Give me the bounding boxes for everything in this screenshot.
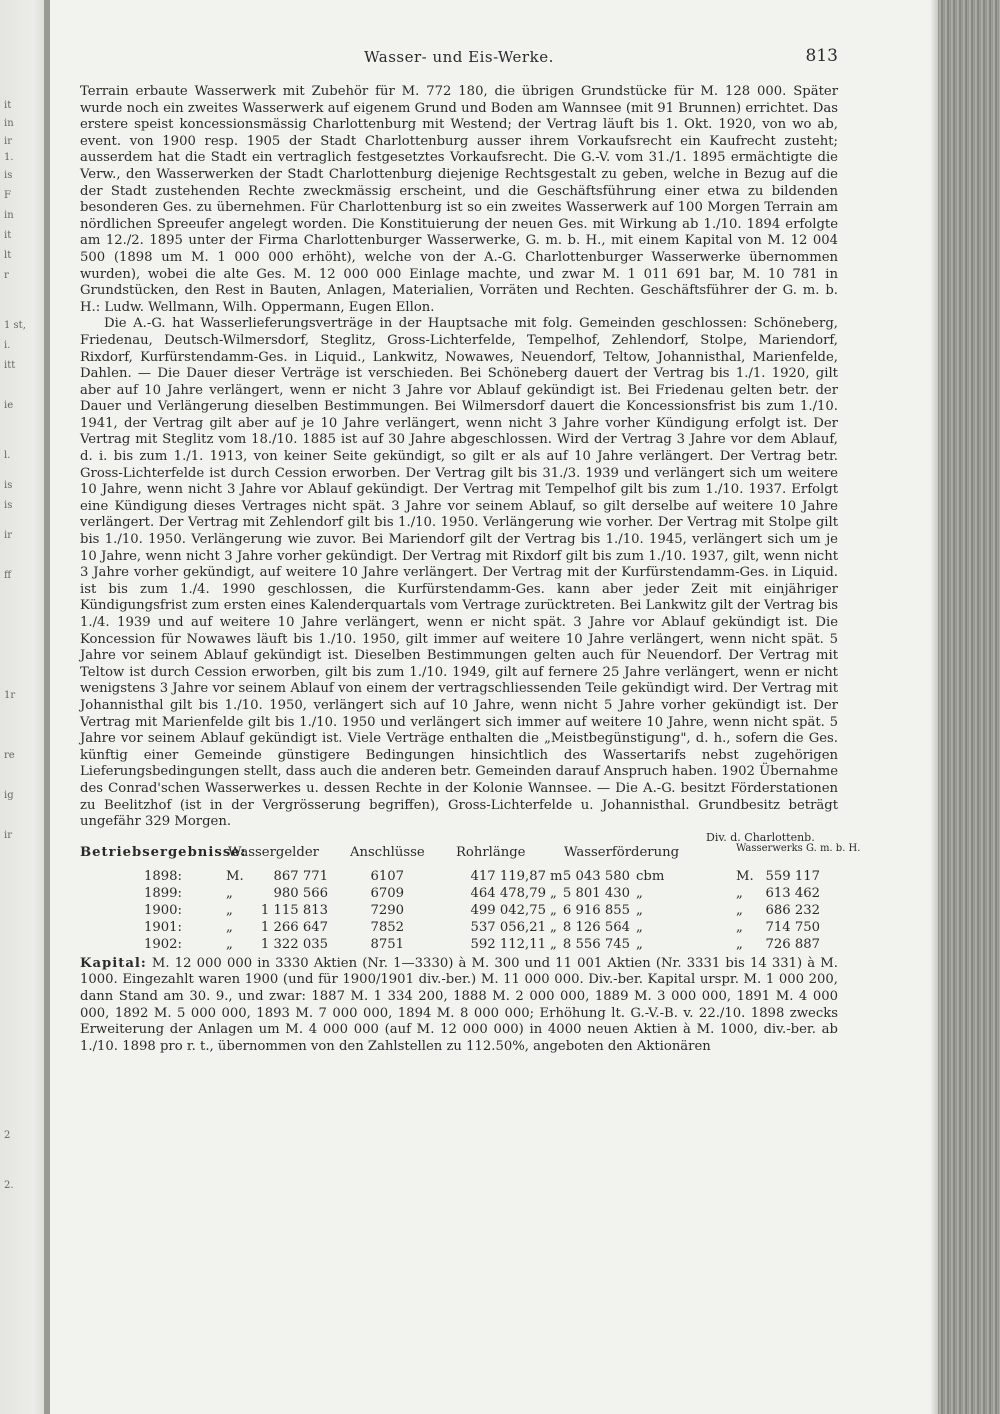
table-cell-rohrlaenge: 499 042,75 — [470, 902, 546, 918]
margin-fragment: is — [4, 500, 13, 511]
table-cell-foerd-unit: „ — [636, 936, 643, 952]
table-cell-anschluesse: 7852 — [370, 919, 404, 935]
table-cell-currency2: „ — [736, 919, 743, 935]
table-cell-rohr-unit: „ — [550, 936, 557, 952]
kapital-text: M. 12 000 000 in 3330 Aktien (Nr. 1—3330) à M. 300 und 11 001 Aktien (Nr. 3331 bis 14 331) à M. 1000. Eingezahlt waren 1900 (und für 1900/1901 div.-ber.) M. 11 000 000. Div.-ber. Kapital urspr. M. 1 000 200, dann Stand am 30. 9., und zwar: 1887 M. 1 334 200, 1888 M. 2 000 000, 1889 M. 3 000 000, 1891 M. 4 000 000, 1892 M. 5 000 000, 1893 M. 7 000 000, 1894 M. 8 000 000; Erhöhung lt. G.-V.-B. v. 22./10. 1898 zwecks Erweiterung der Anlagen um M. 4 000 000 (auf M. 12 000 000) in 4000 neuen Aktien à M. 1000, div.-ber. ab 1./10. 1898 pro r. t., übernommen von den Zahlstellen zu 112.50%, angeboten den Aktionären — [80, 955, 838, 1054]
page-header — [80, 44, 838, 84]
betriebsergebnisse-table — [80, 830, 861, 954]
table-cell-rohr-unit: m — [550, 868, 563, 884]
paragraph-vertraege: Die A.-G. hat Wasserlieferungsverträge in der Hauptsache mit folg. Gemeinden geschlossen: Schöneberg, Friedenau, Deutsch-Wilmersdorf, Steglitz, Gross-Lichterfelde, Tempelhof, Zehlendorf, Stolpe, Mariendorf, Rixdorf, Kurfürstendamm-Ges. in Liquid., Lankwitz, Nowawes, Neuendorf, Teltow, Johannisthal, Marienfelde, Dahlen. — Die Dauer dieser Verträge ist verschieden. Bei Schöneberg dauert der Vertrag bis 1./1. 1920, gilt aber auf 10 Jahre verlängert, wenn er nicht 3 Jahre vor Ablauf gekündigt ist. Bei Friedenau gelten betr. der Dauer und Verlängerung dieselben Bestimmungen. Bei Wilmersdorf dauert die Koncessionsfrist bis zum 1./10. 1941, der Vertrag gilt aber auf je 10 Jahre verlängert, wenn nicht 3 Jahre vorher Kündigung erfolgt ist. Der Vertrag mit Steglitz vom 18./10. 1885 ist auf 30 Jahre abgeschlossen. Wird der Vertrag 3 Jahre vor dem Ablauf, d. i. bis zum 1./1. 1913, von keiner Seite gekündigt, so gilt er als auf 10 Jahre verlängert. Der Vertrag betr. Gross-Lichterfelde ist durch Cession erworben. Der Vertrag gilt bis 31./3. 1939 und verlängert sich um weitere 10 Jahre, wenn nicht 3 Jahre vor Ablauf gekündigt. Der Vertrag mit Tempelhof gilt bis zum 1./10. 1937. Erfolgt eine Kündigung dieses Vertrages nicht spät. 3 Jahre vor seinem Ablauf, so gilt derselbe auf weitere 10 Jahre verlängert. Der Vertrag mit Zehlendorf gilt bis 1./10. 1950. Verlängerung wie vorher. Der Vertrag mit Stolpe gilt bis 1./10. 1950. Verlängerung wie zuvor. Bei Mariendorf gilt der Vertrag bis 1./10. 1945, verlängert sich um je 10 Jahre, wenn nicht 3 Jahre vorher gekündigt. Der Vertrag mit Rixdorf gilt bis zum 1./10. 1937, gilt, wenn nicht 3 Jahre vorher gekündigt, auf weitere 10 Jahre verlängert. Der Vertrag mit der Kurfürstendamm-Ges. in Liquid. ist bis zum 1./4. 1990 geschlossen, die Kurfürstendamm-Ges. kann aber jeder Zeit mit einjähriger Kündigungsfrist zum ersten eines Kalenderquartals vom Vertrage zurücktreten. Bei Lankwitz gilt der Vertrag bis 1./4. 1939 und auf weitere 10 Jahre verlängert, wenn er nicht spät. 3 Jahre vor Ablauf gekündigt ist. Die Koncession für Nowawes läuft bis 1./10. 1950, gilt immer auf weitere 10 Jahre verlängert, wenn nicht spät. 5 Jahre vor seinem Ablauf gekündigt ist. Dieselben Bestimmungen gelten auch für Neuendorf. Der Vertrag mit Teltow ist durch Cession erworben, gilt bis zum 1./10. 1949, gilt auf fernere 25 Jahre verlängert, wenn er nicht wenigstens 3 Jahre vor seinem Ablauf von einem der vertragschliessenden Teile gekündigt wird. Der Vertrag mit Johannisthal gilt bis 1./10. 1950, verlängert sich auf 10 Jahre, wenn nicht 5 Jahre vorher gekündigt ist. Der Vertrag mit Marienfelde gilt bis 1./10. 1950 und verlängert sich immer auf weitere 10 Jahre, wenn nicht spät. 5 Jahre vor seinem Ablauf gekündigt ist. Viele Verträge enthalten die „Meistbegünstigung", d. h., sofern die Ges. künftig einer Gemeinde günstigere Bedingungen hinsichtlich des Wassertarifs nebst zugehörigen Lieferungsbedingungen stellt, dass auch die anderen betr. Gemeinden darauf Anspruch haben. 1902 Übernahme des Conrad'schen Wasserwerkes u. dessen Rechte in der Kolonie Wannsee. — Die A.-G. besitzt Förderstationen zu Beelitzhof (ist in der Vergrösserung begriffen), Gross-Lichterfelde u. Johannisthal. Grundbesitz beträgt ungefähr 329 Morgen. — [80, 316, 838, 830]
table-cell-rohr-unit: „ — [550, 902, 557, 918]
margin-fragment: re — [4, 750, 15, 761]
table-cell-currency: „ — [226, 919, 233, 935]
table-cell-year: 1900: — [144, 902, 183, 918]
table-cell-foerd-unit: „ — [636, 919, 643, 935]
table-body — [80, 869, 838, 954]
table-cell-year: 1898: — [144, 868, 183, 884]
table-cell-rohrlaenge: 537 056,21 — [470, 919, 546, 935]
kapital-label: Kapital: — [80, 955, 147, 971]
running-head: Wasser- und Eis-Werke. — [364, 48, 554, 66]
table-cell-currency2: „ — [736, 902, 743, 918]
table-row — [80, 903, 838, 920]
table-row — [80, 869, 838, 886]
page-number: 813 — [805, 46, 838, 66]
column-header-div-top: Div. d. Charlottenb. — [706, 830, 815, 844]
margin-fragment: itt — [4, 360, 16, 371]
table-cell-wassergelder: 1 115 813 — [260, 902, 328, 918]
column-header-div-bottom: Wasserwerks G. m. b. H. — [736, 842, 861, 854]
table-cell-foerderung: 6 916 855 — [562, 902, 630, 918]
table-cell-currency: „ — [226, 902, 233, 918]
table-row — [80, 920, 838, 937]
table-cell-dividende: 559 117 — [765, 868, 820, 884]
margin-fragment: ie — [4, 400, 14, 411]
table-row — [80, 937, 838, 954]
column-header: Wasserförderung — [564, 844, 680, 860]
table-cell-currency: „ — [226, 936, 233, 952]
table-cell-anschluesse: 6709 — [370, 885, 404, 901]
table-cell-currency: „ — [226, 885, 233, 901]
left-binding-edge — [44, 0, 50, 1414]
table-label: Betriebsergebnisse: — [80, 844, 247, 860]
table-cell-currency2: „ — [736, 885, 743, 901]
margin-fragment: i. — [4, 340, 11, 351]
table-cell-wassergelder: 980 566 — [273, 885, 328, 901]
page-content — [80, 44, 861, 1055]
margin-fragment: in — [4, 118, 14, 129]
table-cell-foerderung: 5 801 430 — [562, 885, 630, 901]
right-page-stack-edge — [938, 0, 1000, 1414]
margin-fragment: 1 st, — [4, 320, 26, 331]
table-cell-currency: M. — [226, 868, 244, 884]
table-cell-anschluesse: 8751 — [370, 936, 404, 952]
table-cell-foerd-unit: „ — [636, 885, 643, 901]
margin-fragment: is — [4, 170, 13, 181]
table-cell-dividende: 686 232 — [765, 902, 820, 918]
margin-fragment: ig — [4, 790, 14, 801]
column-header: Anschlüsse — [350, 844, 425, 860]
table-cell-year: 1899: — [144, 885, 183, 901]
table-cell-currency2: „ — [736, 936, 743, 952]
table-cell-foerderung: 5 043 580 — [562, 868, 630, 884]
table-cell-currency2: M. — [736, 868, 754, 884]
table-cell-rohr-unit: „ — [550, 885, 557, 901]
margin-fragment: ir — [4, 830, 12, 841]
table-cell-year: 1902: — [144, 936, 183, 952]
margin-fragment: 2. — [4, 1180, 14, 1191]
table-cell-rohr-unit: „ — [550, 919, 557, 935]
table-cell-wassergelder: 1 266 647 — [260, 919, 328, 935]
margin-fragment: ir — [4, 530, 12, 541]
margin-fragment: r — [4, 270, 9, 281]
table-cell-anschluesse: 7290 — [370, 902, 404, 918]
right-page-shadow — [930, 0, 938, 1414]
table-cell-dividende: 714 750 — [765, 919, 820, 935]
margin-fragment: is — [4, 480, 13, 491]
table-header-row — [80, 830, 861, 869]
margin-fragment: 1. — [4, 152, 14, 163]
table-cell-wassergelder: 1 322 035 — [260, 936, 328, 952]
table-cell-year: 1901: — [144, 919, 183, 935]
margin-fragment: 2 — [4, 1130, 11, 1141]
column-header: Wassergelder — [228, 844, 319, 860]
margin-fragment: ff — [4, 570, 12, 581]
table-cell-dividende: 726 887 — [765, 936, 820, 952]
table-cell-wassergelder: 867 771 — [273, 868, 328, 884]
table-cell-foerderung: 8 126 564 — [562, 919, 630, 935]
margin-fragment: it — [4, 230, 12, 241]
column-header: Rohrlänge — [456, 844, 526, 860]
paragraph-kapital — [80, 956, 838, 1056]
margin-fragment: F — [4, 190, 11, 201]
margin-fragment: 1r — [4, 690, 16, 701]
table-cell-rohrlaenge: 592 112,11 — [470, 936, 546, 952]
table-cell-dividende: 613 462 — [765, 885, 820, 901]
margin-fragment: lt — [4, 250, 12, 261]
paragraph-charlottenburg: Terrain erbaute Wasserwerk mit Zubehör für M. 772 180, die übrigen Grundstücke für M. 128 000. Später wurde noch ein zweites Wasserwerk auf eigenem Grund und Boden am Wannsee (mit 91 Brunnen) errichtet. Das erstere speist koncessionsmässig Charlottenburg mit Westend; der Vertrag läuft bis 1. Okt. 1920, von wo ab, event. von 1900 resp. 1905 der Stadt Charlottenburg ausser ihrem Vorkaufsrecht ein Kaufrecht zusteht; ausserdem hat die Stadt ein vertraglich festgesetztes Vorkaufsrecht. Die G.-V. vom 31./1. 1895 ermächtigte die Verw., den Wasserwerken der Stadt Charlottenburg diejenige Rechtsgestalt zu geben, welche in Bezug auf die der Stadt zustehenden Rechte zweckmässig erscheint, und die Geschäftsführung einer etwa zu bildenden besonderen Ges. zu übernehmen. Für Charlottenburg ist so ein zweites Wasserwerk auf 100 Morgen Terrain am nördlichen Spreeufer angelegt worden. Die Konstituierung der neuen Ges. mit Wirkung ab 1./10. 1894 erfolgte am 12./2. 1895 unter der Firma Charlottenburger Wasserwerke, G. m. b. H., mit einem Kapital von M. 12 004 500 (1898 um M. 1 000 000 erhöht), welche von der A.-G. Charlottenburger Wasserwerke übernommen wurden), wobei die alte Ges. M. 12 000 000 Einlage machte, und zwar M. 1 011 691 bar, M. 10 781 in Grundstücken, den Rest in Bauten, Anlagen, Materialien, Vorräten und Rechten. Geschäftsführer der G. m. b. H.: Ludw. Wellmann, Wilh. Oppermann, Eugen Ellon. — [80, 84, 838, 315]
table-row — [80, 886, 838, 903]
margin-fragment: ir — [4, 136, 12, 147]
table-cell-foerderung: 8 556 745 — [562, 936, 630, 952]
margin-fragment: l. — [4, 450, 11, 461]
table-cell-rohrlaenge: 464 478,79 — [470, 885, 546, 901]
table-cell-rohrlaenge: 417 119,87 — [470, 868, 546, 884]
table-cell-foerd-unit: „ — [636, 902, 643, 918]
table-cell-anschluesse: 6107 — [370, 868, 404, 884]
margin-fragment: it — [4, 100, 12, 111]
table-cell-foerd-unit: cbm — [636, 868, 665, 884]
margin-fragment: in — [4, 210, 14, 221]
